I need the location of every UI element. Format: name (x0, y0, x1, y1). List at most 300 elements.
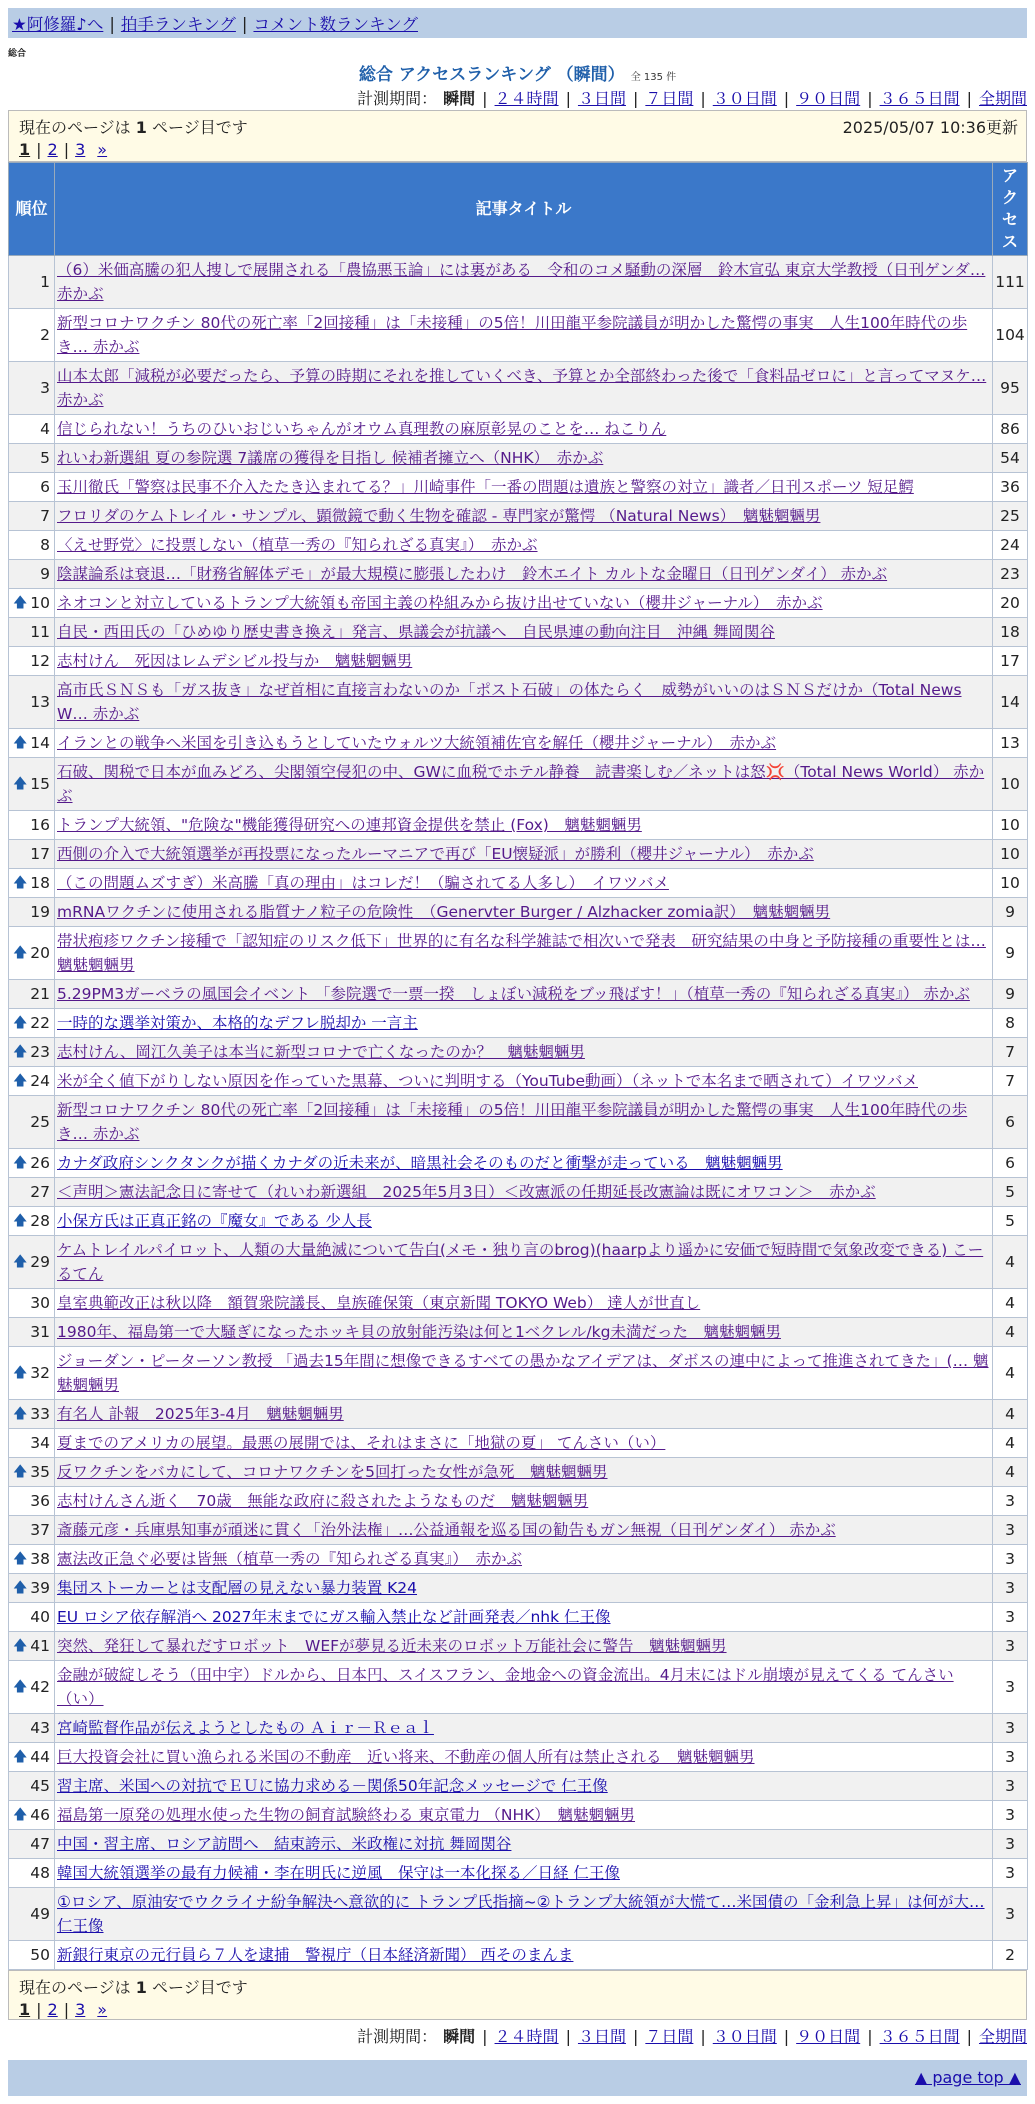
rank-number: 49 (30, 1905, 50, 1923)
table-row (9, 1289, 1028, 1318)
access-count: 6 (993, 1149, 1028, 1178)
table-row (9, 811, 1028, 840)
period-30d[interactable]: ３０日間 (712, 89, 777, 108)
rank-number: 44 (30, 1748, 50, 1766)
access-count: 6 (993, 1096, 1028, 1149)
title-cell (55, 980, 993, 1009)
page-next[interactable]: » (97, 140, 108, 159)
table-header-row (9, 163, 1028, 256)
table-row (9, 1009, 1028, 1038)
title-cell (55, 618, 993, 647)
access-count: 3 (993, 1714, 1028, 1743)
access-count: 3 (993, 1661, 1028, 1714)
access-count: 104 (993, 309, 1028, 362)
page-status-panel-top (8, 110, 1027, 162)
article-link[interactable]: 信じられない！うちのひいおじいちゃんがオウム真理教の麻原彰晃のことを… ねこりん (57, 420, 667, 438)
page-link-3[interactable]: 3 (75, 2000, 86, 2019)
article-link[interactable]: フロリダのケムトレイル・サンプル、顕微鏡で動く生物を確認 - 専門家が驚愕 （Natural News） 魑魅魍魎男 (57, 507, 821, 525)
rank-up-arrow-icon: 🡅 (13, 595, 28, 611)
rank-number: 46 (30, 1806, 50, 1824)
title-cell (55, 1941, 993, 1970)
table-row (9, 676, 1028, 729)
rank-up-arrow-icon: 🡅 (13, 1406, 28, 1422)
period-90d[interactable]: ９０日間 (796, 2027, 861, 2046)
title-cell (55, 1400, 993, 1429)
table-row (9, 256, 1028, 309)
rank-cell (9, 676, 55, 729)
article-link[interactable]: 集団ストーカーとは支配層の見えない暴力装置 K24 (57, 1579, 418, 1597)
header-rank: 順位 (9, 163, 55, 256)
page-link-3[interactable]: 3 (75, 140, 86, 159)
access-count: 9 (993, 898, 1028, 927)
access-count: 95 (993, 362, 1028, 415)
rank-cell (9, 758, 55, 811)
access-count: 3 (993, 1888, 1028, 1941)
current-page-number: 1 (135, 118, 147, 137)
access-count: 111 (993, 256, 1028, 309)
rank-number: 26 (30, 1154, 50, 1172)
access-count: 5 (993, 1207, 1028, 1236)
rank-cell (9, 1714, 55, 1743)
title-cell (55, 811, 993, 840)
header-access: アクセス (993, 163, 1028, 256)
rank-number: 27 (30, 1183, 50, 1201)
table-row (9, 1632, 1028, 1661)
rank-up-arrow-icon: 🡅 (13, 1073, 28, 1089)
table-row (9, 1516, 1028, 1545)
table-row (9, 589, 1028, 618)
title-cell (55, 647, 993, 676)
rank-number: 25 (30, 1113, 50, 1131)
rank-number: 45 (30, 1777, 50, 1795)
page-current: 1 (19, 140, 31, 159)
page-next[interactable]: » (97, 2000, 108, 2019)
period-current: 瞬間 (443, 89, 476, 108)
table-row (9, 1429, 1028, 1458)
rank-cell (9, 927, 55, 980)
rank-cell (9, 502, 55, 531)
article-link[interactable]: ジョーダン・ピーターソン教授 「過去15年間に想像できるすべての愚かなアイデアは、ダボスの連中によって推進されてきた」(… 魑魅魍魎男 (57, 1352, 989, 1394)
rank-number: 8 (40, 536, 50, 554)
rank-number: 7 (40, 507, 50, 525)
table-row (9, 1400, 1028, 1429)
article-link[interactable]: カナダ政府シンクタンクが描くカナダの近未来が、暗黒社会そのものだと衝撃が走っている 魑魅魍魎男 (57, 1154, 783, 1172)
period-label: 計測期間： (357, 89, 438, 108)
access-count: 5 (993, 1178, 1028, 1207)
table-row (9, 415, 1028, 444)
rank-number: 3 (40, 379, 50, 397)
table-row (9, 1149, 1028, 1178)
table-row (9, 1487, 1028, 1516)
access-count: 2 (993, 1941, 1028, 1970)
rank-number: 1 (40, 273, 50, 291)
article-link[interactable]: （6）米価高騰の犯人捜しで展開される「農協悪玉論」には裏がある 令和のコメ騒動の深層 鈴木宣弘 東京大学教授（日刊ゲンダ… 赤かぶ (57, 261, 986, 303)
article-link[interactable]: 反ワクチンをバカにして、コロナワクチンを5回打った女性が急死 魑魅魍魎男 (57, 1463, 608, 1481)
table-row (9, 1458, 1028, 1487)
rank-number: 50 (30, 1946, 50, 1964)
access-count: 10 (993, 811, 1028, 840)
article-link[interactable]: 巨大投資会社に買い漁られる米国の不動産 近い将来、不動産の個人所有は禁止される 魑魅魍魎男 (57, 1748, 755, 1766)
rank-number: 10 (30, 594, 50, 612)
table-row (9, 1545, 1028, 1574)
article-link[interactable]: 憲法改正急ぐ必要は皆無（植草一秀の『知られざる真実』） 赤かぶ (57, 1550, 523, 1568)
rank-number: 37 (30, 1521, 50, 1539)
access-count: 7 (993, 1067, 1028, 1096)
rank-number: 28 (30, 1212, 50, 1230)
rank-cell (9, 362, 55, 415)
rank-up-arrow-icon: 🡅 (13, 1254, 28, 1270)
period-365d[interactable]: ３６５日間 (879, 2027, 960, 2046)
article-link[interactable]: 宮崎監督作品が伝えようとしたもの Ａｉｒ－Ｒｅａｌ (57, 1719, 434, 1737)
article-link[interactable]: 高市氏ＳＮＳも「ガス抜き」なぜ首相に直接言わないのか「ポスト石破」の体たらく 威勢がいいのはＳＮＳだけか（Total News W… 赤かぶ (57, 681, 962, 723)
title-cell (55, 1574, 993, 1603)
table-row (9, 1318, 1028, 1347)
access-count: 3 (993, 1743, 1028, 1772)
table-row (9, 444, 1028, 473)
rank-number: 41 (30, 1637, 50, 1655)
rank-up-arrow-icon: 🡅 (13, 1749, 28, 1765)
table-row (9, 1347, 1028, 1400)
access-count: 9 (993, 927, 1028, 980)
table-row (9, 362, 1028, 415)
access-count: 3 (993, 1772, 1028, 1801)
rank-number: 16 (30, 816, 50, 834)
rank-number: 39 (30, 1579, 50, 1597)
link-applause-ranking[interactable]: 拍手ランキング (120, 15, 236, 34)
title-cell (55, 1149, 993, 1178)
table-row (9, 1743, 1028, 1772)
period-selector-top: 計測期間： 瞬間 | ２４時間 | ３日間 | ７日間 | ３０日間 | ９０日間 | ３６５日間 | 全期間 (357, 89, 1027, 108)
article-link[interactable]: 新型コロナワクチン 80代の死亡率「2回接種」は「未接種」の5倍！川田龍平参院議員が明かした驚愕の事実 人生100年時代の歩き… 赤かぶ (57, 1101, 968, 1143)
article-link[interactable]: 石破、関税で日本が血みどろ、尖閣領空侵犯の中、GWに血税でホテル静養 読書楽しむ／ネットは怒💢（Total News World） 赤かぶ (57, 763, 985, 805)
rank-number: 30 (30, 1294, 50, 1312)
rank-cell (9, 589, 55, 618)
period-7d[interactable]: ７日間 (645, 2027, 694, 2046)
table-row (9, 869, 1028, 898)
rank-number: 6 (40, 478, 50, 496)
page-status-panel-bottom (8, 1970, 1027, 2020)
title-cell (55, 309, 993, 362)
rank-cell (9, 1009, 55, 1038)
rank-number: 33 (30, 1405, 50, 1423)
period-all[interactable]: 全期間 (978, 89, 1027, 108)
rank-cell (9, 1038, 55, 1067)
table-row (9, 729, 1028, 758)
rank-up-arrow-icon: 🡅 (13, 1044, 28, 1060)
title-cell (55, 1009, 993, 1038)
article-link[interactable]: れいわ新選組 夏の参院選 7議席の獲得を目指し 候補者擁立へ（NHK） 赤かぶ (57, 449, 604, 467)
table-row (9, 1574, 1028, 1603)
period-label: 計測期間： (357, 2027, 438, 2046)
article-link[interactable]: 西側の介入で大統領選挙が再投票になったルーマニアで再び「EU懐疑派」が勝利（櫻井ジャーナル） 赤かぶ (57, 845, 814, 863)
rank-number: 19 (30, 903, 50, 921)
access-count: 10 (993, 840, 1028, 869)
article-link[interactable]: 帯状疱疹ワクチン接種で「認知症のリスク低下」世界的に有名な科学雑誌で相次いで発表 研究結果の中身と予防接種の重要性とは… 魑魅魍魎男 (57, 932, 986, 974)
title-cell (55, 1801, 993, 1830)
table-row (9, 980, 1028, 1009)
table-row (9, 1603, 1028, 1632)
rank-cell (9, 1458, 55, 1487)
rank-up-arrow-icon: 🡅 (13, 1464, 28, 1480)
rank-cell (9, 1400, 55, 1429)
access-count: 4 (993, 1429, 1028, 1458)
access-count: 3 (993, 1574, 1028, 1603)
title-cell (55, 1289, 993, 1318)
title-cell (55, 1545, 993, 1574)
title-cell (55, 1347, 993, 1400)
period-90d[interactable]: ９０日間 (796, 89, 861, 108)
rank-cell (9, 1830, 55, 1859)
rank-up-arrow-icon: 🡅 (13, 776, 28, 792)
table-row (9, 758, 1028, 811)
access-count: 25 (993, 502, 1028, 531)
title-cell (55, 1516, 993, 1545)
article-link[interactable]: （この問題ムズすぎ）米高騰「真の理由」はコレだ！（騙されてる人多し） イワツバメ (57, 874, 669, 892)
page-status: 現在のページは 1 ページ目です (19, 1978, 248, 1997)
title-cell (55, 1830, 993, 1859)
period-24h[interactable]: ２４時間 (494, 89, 559, 108)
rank-number: 2 (40, 326, 50, 344)
ranking-title: 総合 アクセスランキング （瞬間） (358, 65, 625, 85)
table-row (9, 560, 1028, 589)
period-24h[interactable]: ２４時間 (494, 2027, 559, 2046)
table-row (9, 898, 1028, 927)
rank-cell (9, 1888, 55, 1941)
rank-up-arrow-icon: 🡅 (13, 1015, 28, 1031)
rank-up-arrow-icon: 🡅 (13, 1213, 28, 1229)
rank-number: 5 (40, 449, 50, 467)
title-cell (55, 1207, 993, 1236)
page-current: 1 (19, 2000, 31, 2019)
table-row (9, 618, 1028, 647)
rank-number: 15 (30, 775, 50, 793)
title-cell (55, 1888, 993, 1941)
article-link[interactable]: 中国・習主席、ロシア訪問へ 結束誇示、米政権に対抗 舞岡関谷 (57, 1835, 512, 1853)
title-cell (55, 1714, 993, 1743)
link-asyura-home[interactable]: ★阿修羅♪へ (12, 15, 104, 34)
title-cell (55, 1661, 993, 1714)
title-cell (55, 869, 993, 898)
rank-cell (9, 1487, 55, 1516)
rank-cell (9, 1545, 55, 1574)
access-count: 3 (993, 1545, 1028, 1574)
article-link[interactable]: 〈えせ野党〉に投票しない（植草一秀の『知られざる真実』） 赤かぶ (57, 536, 538, 554)
rank-number: 42 (30, 1678, 50, 1696)
article-link[interactable]: 志村けん 死因はレムデシビル投与か 魑魅魍魎男 (57, 652, 413, 670)
rank-number: 34 (30, 1434, 50, 1452)
title-cell (55, 1038, 993, 1067)
title-cell (55, 1236, 993, 1289)
title-cell (55, 589, 993, 618)
rank-up-arrow-icon: 🡅 (13, 1580, 28, 1596)
title-cell (55, 1178, 993, 1207)
rank-number: 29 (30, 1253, 50, 1271)
rank-cell (9, 256, 55, 309)
access-count: 8 (993, 1009, 1028, 1038)
title-cell (55, 1067, 993, 1096)
rank-cell (9, 473, 55, 502)
rank-cell (9, 531, 55, 560)
rank-up-arrow-icon: 🡅 (13, 735, 28, 751)
article-link[interactable]: 突然、発狂して暴れだすロボット WEFが夢見る近未来のロボット万能社会に警告 魑魅魍魎男 (57, 1637, 727, 1655)
access-count: 54 (993, 444, 1028, 473)
article-link[interactable]: 福島第一原発の処理水使った生物の飼育試験終わる 東京電力 （NHK） 魑魅魍魎男 (57, 1806, 636, 1824)
rank-number: 13 (30, 693, 50, 711)
top-nav-bar (8, 8, 1027, 38)
access-count: 3 (993, 1859, 1028, 1888)
table-row (9, 309, 1028, 362)
rank-number: 35 (30, 1463, 50, 1481)
article-link[interactable]: ケムトレイルパイロット、人類の大量絶滅について告白(メモ・独り言のbrog)(haarpより遥かに安価で短時間で気象改変できる) こーるてん (57, 1241, 984, 1283)
rank-number: 14 (30, 734, 50, 752)
title-cell (55, 898, 993, 927)
article-link[interactable]: 有名人 訃報 2025年3-4月 魑魅魍魎男 (57, 1405, 344, 1423)
page-top-link[interactable]: ▲ page top ▲ (914, 2068, 1021, 2087)
rank-cell (9, 840, 55, 869)
rank-number: 23 (30, 1043, 50, 1061)
access-count: 4 (993, 1236, 1028, 1289)
article-link[interactable]: 自民・西田氏の「ひめゆり歴史書き換え」発言、県議会が抗議へ 自民県連の動向注目 沖縄 舞岡関谷 (57, 623, 775, 641)
access-count: 3 (993, 1632, 1028, 1661)
rank-cell (9, 444, 55, 473)
article-link[interactable]: EU ロシア依存解消へ 2027年末までにガス輸入禁止など計画発表／nhk 仁王像 (57, 1608, 611, 1626)
rank-cell (9, 1941, 55, 1970)
article-link[interactable]: 習主席、米国への対抗でＥＵに協力求める－関係50年記念メッセージで 仁王像 (57, 1777, 608, 1795)
access-count: 4 (993, 1347, 1028, 1400)
title-cell (55, 502, 993, 531)
updated-timestamp: 2025/05/07 10:36更新 (842, 118, 1018, 137)
title-cell (55, 1632, 993, 1661)
article-link[interactable]: 新銀行東京の元行員ら７人を逮捕 警視庁（日本経済新聞） 西そのまんま (57, 1946, 574, 1964)
article-link[interactable]: 陰謀論系は衰退…「財務省解体デモ」が最大規模に膨張したわけ 鈴木エイト カルトな金曜日（日刊ゲンダイ） 赤かぶ (57, 565, 888, 583)
rank-number: 20 (30, 944, 50, 962)
access-count: 3 (993, 1487, 1028, 1516)
table-row (9, 1207, 1028, 1236)
link-comment-ranking[interactable]: コメント数ランキング (253, 15, 418, 34)
table-row (9, 1067, 1028, 1096)
page-link-2[interactable]: 2 (47, 2000, 58, 2019)
article-link[interactable]: 金融が破綻しそう（田中宇）ドルから、日本円、スイスフラン、金地金への資金流出。4月末にはドル崩壊が見えてくる てんさい（い） (57, 1666, 954, 1708)
divider: | (109, 15, 115, 34)
page-link-2[interactable]: 2 (47, 140, 58, 159)
rank-number: 48 (30, 1864, 50, 1882)
article-link[interactable]: 山本太郎「減税が必要だったら、予算の時期にそれを推していくべき、予算とか全部終わった後で「食料品ゼロに」と言ってマヌケ… 赤かぶ (57, 367, 987, 409)
rank-cell (9, 1859, 55, 1888)
access-count: 24 (993, 531, 1028, 560)
table-row (9, 1038, 1028, 1067)
article-link[interactable]: 5.29PM3ガーベラの風国会イベント 「参院選で一票一揆 しょぼい減税をブッ飛ばす！」（植草一秀の『知られざる真実』） 赤かぶ (57, 985, 970, 1003)
article-link[interactable]: 新型コロナワクチン 80代の死亡率「2回接種」は「未接種」の5倍！川田龍平参院議員が明かした驚愕の事実 人生100年時代の歩き… 赤かぶ (57, 314, 968, 356)
article-link[interactable]: ①ロシア、原油安でウクライナ紛争解決へ意欲的に トランプ氏指摘~②トランプ大統領が大慌て…米国債の「金利急上昇」は何が大… 仁王像 (57, 1893, 985, 1935)
period-30d[interactable]: ３０日間 (712, 2027, 777, 2046)
rank-number: 21 (30, 985, 50, 1003)
article-link[interactable]: イランとの戦争へ米国を引き込もうとしていたウォルツ大統領補佐官を解任（櫻井ジャーナル） 赤かぶ (57, 734, 777, 752)
table-row (9, 840, 1028, 869)
rank-cell (9, 1801, 55, 1830)
ranking-rows (9, 256, 1028, 1970)
article-link[interactable]: 一時的な選挙対策か、本格的なデフレ脱却か 一言主 (57, 1014, 418, 1032)
table-row (9, 1236, 1028, 1289)
table-row (9, 927, 1028, 980)
rank-number: 43 (30, 1719, 50, 1737)
title-cell (55, 1458, 993, 1487)
rank-number: 12 (30, 652, 50, 670)
rank-number: 31 (30, 1323, 50, 1341)
article-link[interactable]: 小保方氏は正真正銘の『魔女』である 少人長 (57, 1212, 372, 1230)
rank-up-arrow-icon: 🡅 (13, 1807, 28, 1823)
article-link[interactable]: 1980年、福島第一で大騒ぎになったホッキ貝の放射能汚染は何と1ベクレル/kg未満だった 魑魅魍魎男 (57, 1323, 781, 1341)
title-cell (55, 840, 993, 869)
rank-up-arrow-icon: 🡅 (13, 1638, 28, 1654)
table-row (9, 502, 1028, 531)
period-all[interactable]: 全期間 (978, 2027, 1027, 2046)
table-row (9, 647, 1028, 676)
title-cell (55, 560, 993, 589)
title-cell (55, 256, 993, 309)
rank-cell (9, 309, 55, 362)
article-link[interactable]: mRNAワクチンに使用される脂質ナノ粒子の危険性 （Genervter Burger / Alzhacker zomia訳） 魑魅魍魎男 (57, 903, 831, 921)
title-cell (55, 1859, 993, 1888)
rank-cell (9, 560, 55, 589)
article-link[interactable]: 玉川徹氏「警察は民事不介入たたき込まれてる？」川崎事件「一番の問題は遺族と警察の対立」識者／日刊スポーツ 短足鰐 (57, 478, 914, 496)
access-count: 4 (993, 1289, 1028, 1318)
access-count: 13 (993, 729, 1028, 758)
rank-cell (9, 1096, 55, 1149)
period-3d[interactable]: ３日間 (577, 2027, 626, 2046)
title-cell (55, 1743, 993, 1772)
period-7d[interactable]: ７日間 (645, 89, 694, 108)
rank-number: 36 (30, 1492, 50, 1510)
table-row (9, 531, 1028, 560)
article-link[interactable]: 米が全く値下がりしない原因を作っていた黒幕、ついに判明する（YouTube動画）（ネットで本名まで晒されて）イワツバメ (57, 1072, 918, 1090)
title-cell (55, 676, 993, 729)
article-link[interactable]: 斎藤元彦・兵庫県知事が頑迷に貫く「治外法権」…公益通報を巡る国の勧告もガン無視（日刊ゲンダイ） 赤かぶ (57, 1521, 836, 1539)
title-cell (55, 415, 993, 444)
period-selector-bottom: 計測期間： 瞬間 | ２４時間 | ３日間 | ７日間 | ３０日間 | ９０日間 | ３６５日間 | 全期間 (357, 2027, 1027, 2046)
rank-number: 47 (30, 1835, 50, 1853)
rank-cell (9, 618, 55, 647)
period-365d[interactable]: ３６５日間 (879, 89, 960, 108)
rank-number: 38 (30, 1550, 50, 1568)
article-link[interactable]: 韓国大統領選挙の最有力候補・李在明氏に逆風 保守は一本化探る／日経 仁王像 (57, 1864, 620, 1882)
article-link[interactable]: 皇室典範改正は秋以降 額賀衆院議長、皇族確保策（東京新聞 TOKYO Web） 達人が世直し (57, 1294, 701, 1312)
article-link[interactable]: 夏までのアメリカの展望。最悪の展開では、それはまさに「地獄の夏」 てんさい（い） (57, 1434, 666, 1452)
article-link[interactable]: ネオコンと対立しているトランプ大統領も帝国主義の枠組みから抜け出せていない（櫻井ジャーナル） 赤かぶ (57, 594, 823, 612)
access-count: 3 (993, 1516, 1028, 1545)
access-count: 3 (993, 1603, 1028, 1632)
article-link[interactable]: 志村けんさん逝く 70歳 無能な政府に殺されたようなものだ 魑魅魍魎男 (57, 1492, 589, 1510)
access-count: 23 (993, 560, 1028, 589)
table-row (9, 1888, 1028, 1941)
footer-bar (8, 2060, 1027, 2096)
rank-number: 32 (30, 1364, 50, 1382)
article-link[interactable]: ＜声明＞憲法記念日に寄せて（れいわ新選組 2025年5月3日）＜改憲派の任期延長改憲論は既にオワコン＞ 赤かぶ (57, 1183, 876, 1201)
title-cell (55, 729, 993, 758)
rank-number: 4 (40, 420, 50, 438)
period-3d[interactable]: ３日間 (577, 89, 626, 108)
article-link[interactable]: トランプ大統領、"危険な"機能獲得研究への連邦資金提供を禁止 (Fox) 魑魅魍魎男 (57, 816, 642, 834)
rank-cell (9, 1772, 55, 1801)
rank-number: 9 (40, 565, 50, 583)
title-cell (55, 1096, 993, 1149)
rank-up-arrow-icon: 🡅 (13, 875, 28, 891)
access-count: 18 (993, 618, 1028, 647)
rank-cell (9, 1603, 55, 1632)
title-cell (55, 1772, 993, 1801)
article-link[interactable]: 志村けん、岡江久美子は本当に新型コロナで亡くなったのか？ 魑魅魍魎男 (57, 1043, 585, 1061)
title-cell (55, 758, 993, 811)
period-current: 瞬間 (443, 2027, 476, 2046)
